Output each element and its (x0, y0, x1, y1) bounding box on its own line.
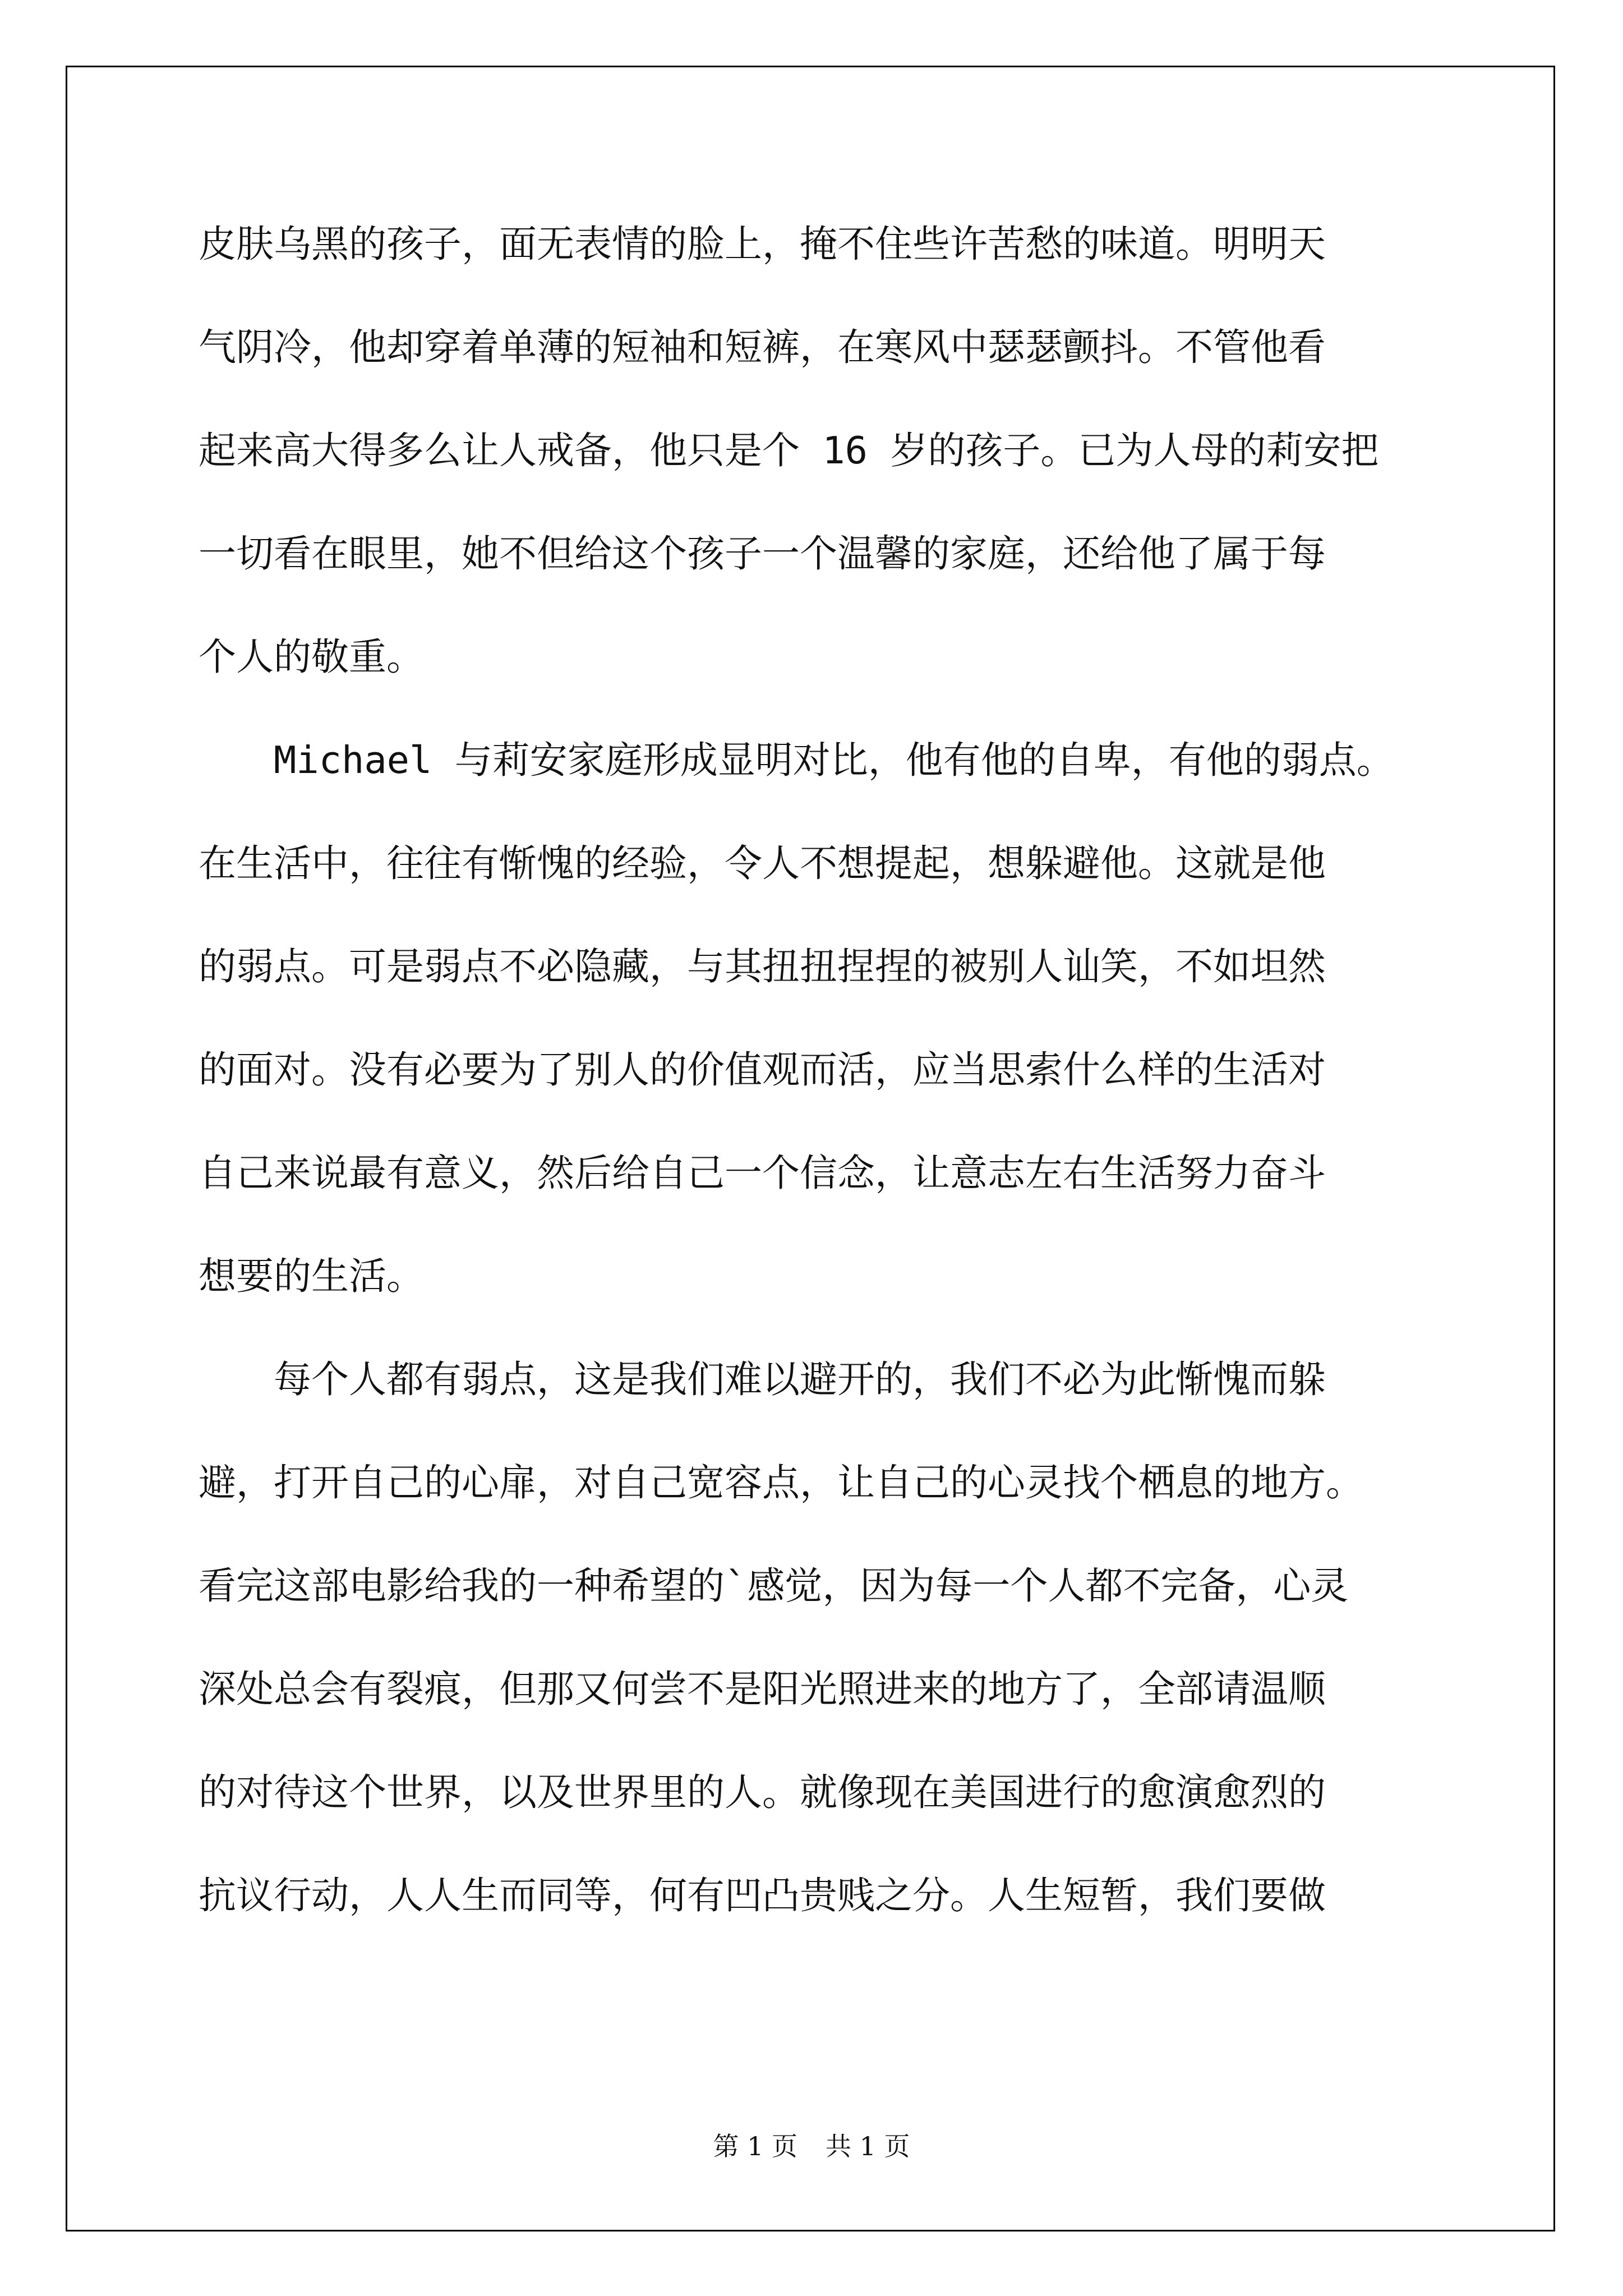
body-line-15: 深处总会有裂痕，但那又何尝不是阳光照进来的地方了，全部请温顺 (199, 1667, 1326, 1711)
page-number-total: 共 1 页 (826, 2131, 910, 2161)
body-line-4: 一切看在眼里，她不但给这个孩子一个温馨的家庭，还给他了属于每 (199, 532, 1326, 576)
body-line-16: 的对待这个世界，以及世界里的人。就像现在美国进行的愈演愈烈的 (199, 1770, 1326, 1814)
page-number-current: 第 1 页 (713, 2131, 797, 2161)
body-line-13: 避，打开自己的心扉，对自己宽容点，让自己的心灵找个栖息的地方。 (199, 1461, 1363, 1504)
body-line-8: 的弱点。可是弱点不必隐藏，与其扭扭捏捏的被别人讪笑，不如坦然 (199, 945, 1326, 988)
body-line-17: 抗议行动，人人生而同等，何有凹凸贵贱之分。人生短暂，我们要做 (199, 1874, 1326, 1917)
body-line-2: 气阴冷，他却穿着单薄的短袖和短裤，在寒风中瑟瑟颤抖。不管他看 (199, 325, 1326, 369)
body-line-12: 每个人都有弱点，这是我们难以避开的，我们不必为此惭愧而躲 (199, 1358, 1326, 1401)
body-line-5: 个人的敬重。 (199, 635, 424, 679)
body-line-3: 起来高大得多么让人戒备，他只是个 16 岁的孩子。已为人母的莉安把 (199, 429, 1379, 472)
page-footer (0, 2126, 1623, 2163)
body-line-10: 自己来说最有意义，然后给自己一个信念，让意志左右生活努力奋斗 (199, 1151, 1326, 1195)
body-line-1: 皮肤乌黑的孩子，面无表情的脸上，掩不住些许苦愁的味道。明明天 (199, 222, 1326, 266)
body-line-14: 看完这部电影给我的一种希望的`感觉，因为每一个人都不完备，心灵 (199, 1564, 1349, 1608)
body-line-6: Michael 与莉安家庭形成显明对比，他有他的自卑，有他的弱点。 (199, 738, 1394, 782)
body-line-7: 在生活中，往往有惭愧的经验，令人不想提起，想躲避他。这就是他 (199, 841, 1326, 885)
body-line-11: 想要的生活。 (199, 1254, 424, 1298)
body-line-9: 的面对。没有必要为了别人的价值观而活，应当思索什么样的生活对 (199, 1048, 1326, 1092)
